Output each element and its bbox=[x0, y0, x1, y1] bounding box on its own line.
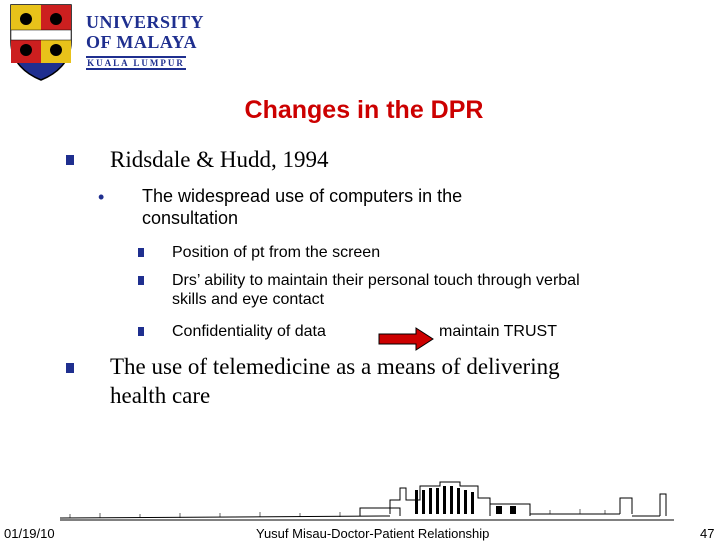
slide-title: Changes in the DPR bbox=[244, 96, 484, 124]
university-logo bbox=[8, 2, 205, 82]
logo-line-university: UNIVERSITY bbox=[86, 12, 205, 32]
bullet-drs-ability-line2: skills and eye contact bbox=[172, 291, 325, 308]
bullet-computers-line1: The widespread use of computers in the bbox=[142, 186, 463, 206]
bullet-dot-icon: • bbox=[98, 187, 105, 207]
footer-presentation-title: Yusuf Misau-Doctor-Patient Relationship bbox=[256, 526, 490, 541]
bullet-telemedicine-line2: health care bbox=[110, 383, 211, 408]
bullet-telemedicine-line1: The use of telemedicine as a means of delivering bbox=[110, 354, 560, 379]
footer-date: 01/19/10 bbox=[4, 526, 55, 541]
bullet-confidentiality: Confidentiality of data bbox=[172, 323, 326, 340]
right-arrow-icon bbox=[378, 327, 434, 351]
logo-line-of-malaya: OF MALAYA bbox=[86, 32, 198, 52]
bullet-square-icon bbox=[66, 363, 74, 373]
university-crest-icon bbox=[8, 2, 74, 82]
bullet-small-square-icon bbox=[138, 327, 144, 336]
bullet-square-icon bbox=[66, 155, 74, 165]
bullet-drs-ability-line1: Drs’ ability to maintain their personal touch through verbal bbox=[172, 272, 580, 289]
bullet-computers-line2: consultation bbox=[142, 208, 239, 228]
logo-line-kuala-lumpur: KUALA LUMPUR bbox=[87, 58, 185, 68]
maintain-trust-text: maintain TRUST bbox=[439, 323, 557, 340]
bullet-ridsdale: Ridsdale & Hudd, 1994 bbox=[110, 147, 329, 172]
footer-page-number: 47 bbox=[700, 526, 715, 541]
bullet-position: Position of pt from the screen bbox=[172, 244, 381, 261]
bullet-small-square-icon bbox=[138, 248, 144, 257]
bullet-small-square-icon bbox=[138, 276, 144, 285]
campus-skyline-drawing bbox=[60, 478, 674, 522]
